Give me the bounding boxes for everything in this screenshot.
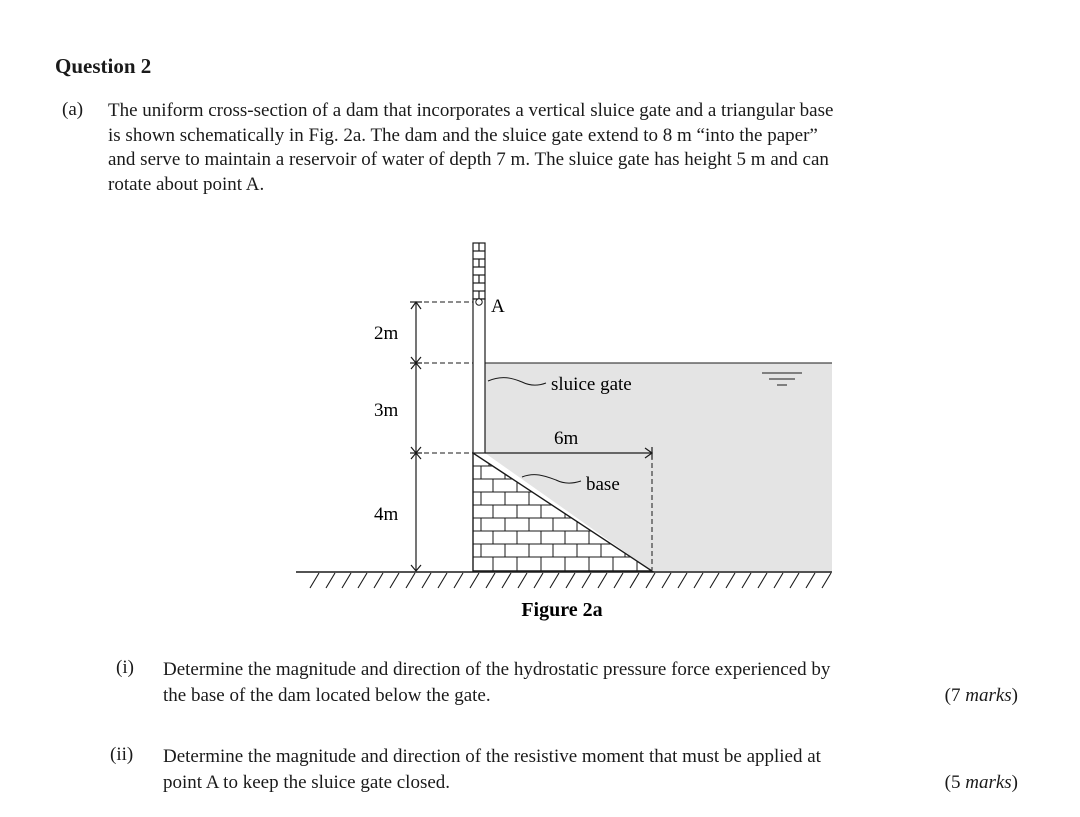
paragraph-line: is shown schematically in Fig. 2a. The dam and the sluice gate extend to 8 m “into the paper”	[108, 124, 818, 146]
dam-wall-upper	[473, 243, 485, 299]
dimension-label-top: 2m	[374, 323, 399, 344]
subquestion-line: Determine the magnitude and direction of the hydrostatic pressure force experienced by	[163, 659, 831, 680]
marks-badge: (5 marks)	[944, 772, 1018, 793]
dimension-label-middle: 3m	[374, 400, 399, 421]
question-title: Question 2	[55, 54, 152, 78]
subquestion-ii-label: (ii)	[110, 744, 134, 765]
paragraph-line: and serve to maintain a reservoir of water of depth 7 m. The sluice gate has height 5 m and can	[108, 149, 829, 170]
subquestion-line: Determine the magnitude and direction of the resistive moment that must be applied at	[163, 746, 821, 767]
marks-badge: (7 marks)	[944, 685, 1018, 706]
paragraph-line: rotate about point A.	[108, 173, 265, 195]
pivot-point-a	[476, 299, 482, 305]
dimension-label-bottom: 4m	[374, 504, 399, 525]
subquestion-ii-text	[163, 744, 1018, 796]
ground-hatching	[296, 572, 832, 588]
pivot-label: A	[491, 296, 505, 317]
sluice-gate-label: sluice gate	[551, 374, 632, 395]
figure-caption: Figure 2a	[521, 599, 603, 621]
subquestion-line: point A to keep the sluice gate closed.	[163, 772, 451, 793]
dimension-label-width: 6m	[554, 428, 579, 449]
subquestion-i-label: (i)	[116, 657, 134, 678]
base-label: base	[586, 474, 620, 495]
paragraph-line: The uniform cross-section of a dam that incorporates a vertical sluice gate and a triangular base	[108, 100, 834, 121]
part-a-label: (a)	[62, 99, 84, 120]
subquestion-line: the base of the dam located below the gate.	[163, 685, 491, 706]
subquestion-i-text	[163, 657, 1018, 709]
sluice-gate	[473, 299, 485, 453]
vertical-dimension-line	[410, 302, 422, 571]
